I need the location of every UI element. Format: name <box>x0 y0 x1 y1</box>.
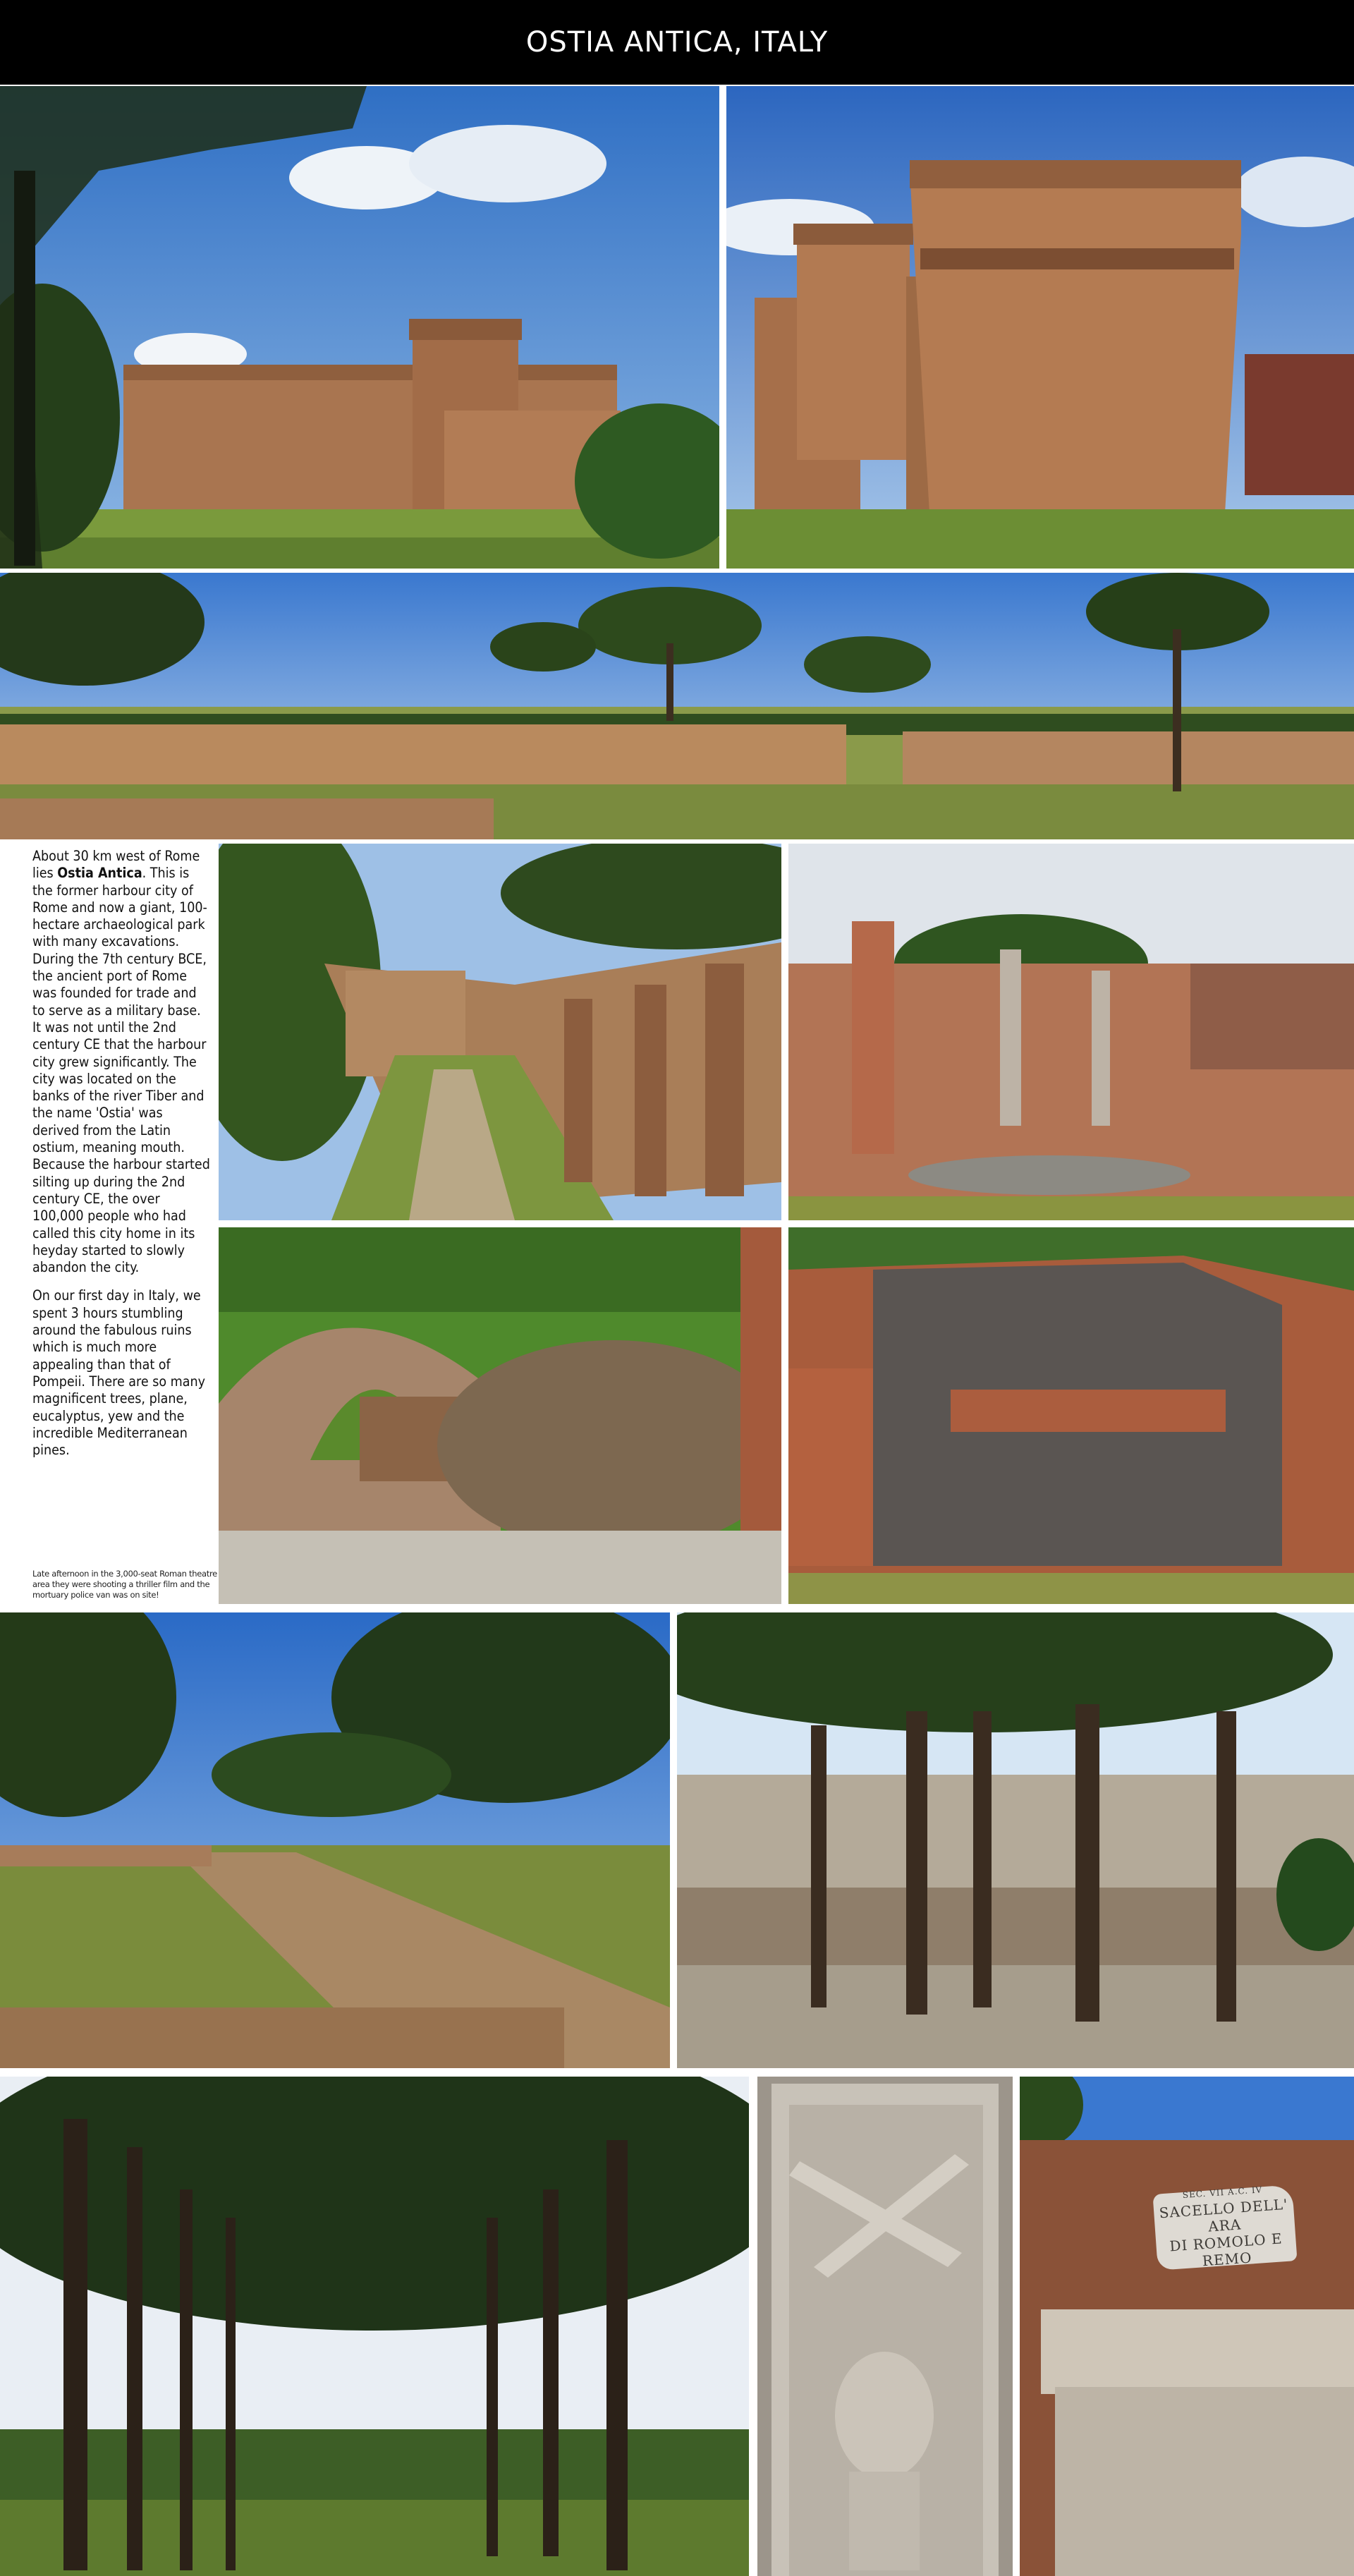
photo-street-walls <box>219 844 781 1220</box>
photo-ruins-panorama <box>0 573 1354 839</box>
intro-text <box>32 848 210 1470</box>
shrine-sign-line-1: SACELLO DELL' ARA <box>1158 2195 1289 2235</box>
shrine-sign <box>1152 2185 1297 2271</box>
shrine-sign-line-2: DI ROMOLO E REMO <box>1169 2230 1283 2270</box>
intro-paragraph-2: On our first day in Italy, we spent 3 hours stumbling around the fabulous ruins which is much more appealing than that of Pompeii. There are so many magnificent trees, plane, eucalyptus, yew and the incredible Mediterranean pines. <box>32 1287 205 1459</box>
photo-pine-avenue <box>0 2077 749 2576</box>
photo-caption: Late afternoon in the 3,000-seat Roman theatre area they were shooting a thriller film and the mortuary police van was on site! <box>32 1569 217 1600</box>
page-header <box>0 0 1354 85</box>
photo-decumanus-road <box>0 1612 670 2068</box>
intro-lead: About 30 km west of Rome lies <box>32 848 200 882</box>
photo-castle-wide <box>0 86 719 569</box>
intro-place-name: Ostia Antica <box>57 865 142 882</box>
photo-columns <box>788 844 1354 1220</box>
intro-paragraph-1 <box>32 848 210 1276</box>
shrine-sign-date: SEC. VII A.C. IV <box>1182 2185 1263 2201</box>
page-title: OSTIA ANTICA, ITALY <box>525 26 829 59</box>
photo-brick-wall <box>788 1227 1354 1604</box>
intro-paragraph-1-body: . This is the former harbour city of Rome and now a giant, 100-hectare archaeological park with many excavations. During the 7th century BCE, the ancient port of Rome was founded for trade and to serve as a military base. It was not until the 2nd century CE that the harbour city grew significantly. The city was located on the banks of the river Tiber and the name 'Ostia' was derived from the Latin ostium, meaning mouth. Because the harbour started silting up during the 2nd century CE, the over 100,000 people who had called this city home in its heyday started to slowly abandon the city. <box>32 865 210 1276</box>
photo-brick-arch <box>219 1227 781 1604</box>
photo-relief-carving <box>757 2077 1013 2576</box>
photo-castle-tower <box>726 86 1354 569</box>
photo-altar-shrine <box>1020 2077 1354 2576</box>
photo-roman-theatre <box>677 1612 1354 2068</box>
